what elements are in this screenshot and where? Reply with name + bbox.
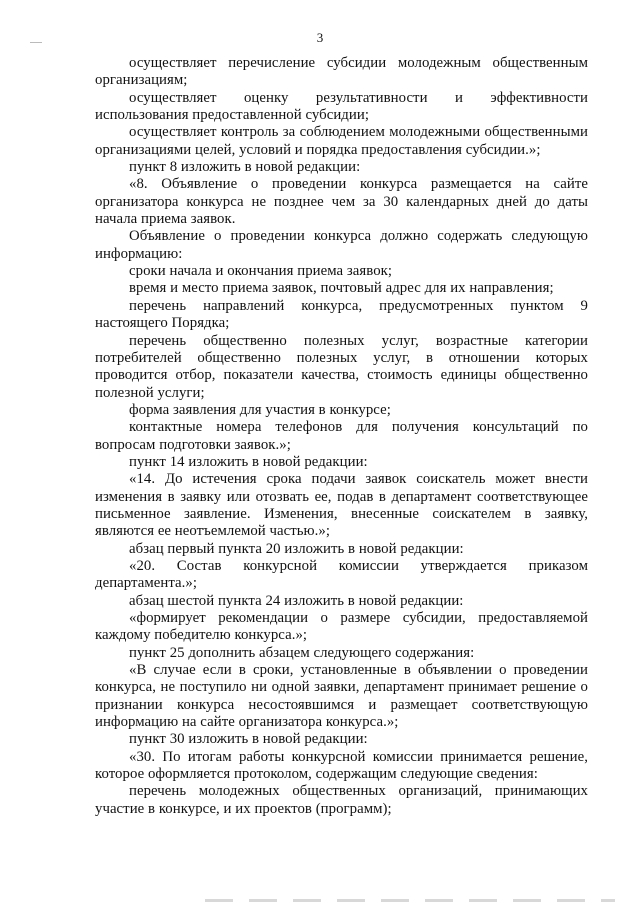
paragraph: перечень общественно полезных услуг, возрастные категории потребителей общественно полезных услуг, в отношении которых проводится отбор, показатели качества, стоимость единицы общественно полезной услуги;	[95, 332, 588, 401]
paragraph: время и место приема заявок, почтовый адрес для их направления;	[129, 280, 554, 297]
paragraph: абзац шестой пункта 24 изложить в новой редакции:	[129, 592, 464, 609]
paragraph: «формирует рекомендации о размере субсидии, предоставляемой каждому победителю конкурса.»;	[95, 610, 588, 644]
paragraph: осуществляет оценку результативности и эффективности использования предоставленной субсидии;	[95, 89, 588, 124]
paragraph: «8. Объявление о проведении конкурса размещается на сайте организатора конкурса не позднее чем за 30 календарных дней до даты начала приема заявок.	[95, 176, 588, 228]
paragraph: абзац первый пункта 20 изложить в новой редакции:	[129, 540, 464, 557]
scan-artifact	[205, 899, 615, 902]
paragraph: сроки начала и окончания приема заявок;	[129, 263, 393, 280]
page-number: 3	[316, 30, 324, 45]
paragraph: пункт 25 дополнить абзацем следующего содержания:	[129, 644, 475, 661]
document-body	[95, 55, 588, 818]
paragraph: «В случае если в сроки, установленные в объявлении о проведении конкурса, не поступило ни одной заявки, департамент принимает решение о признании конкурса несостоявшимся и размещает соответствующую информацию на сайте организатора конкурса.»;	[95, 662, 588, 731]
paragraph: пункт 14 изложить в новой редакции:	[129, 453, 368, 470]
paragraph: «20. Состав конкурсной комиссии утверждается приказом департамента.»;	[95, 557, 588, 592]
paragraph: осуществляет перечисление субсидии молодежным общественным организациям;	[95, 55, 588, 89]
paragraph: «30. По итогам работы конкурсной комиссии принимается решение, которое оформляется протоколом, содержащим следующие сведения:	[95, 748, 588, 783]
paragraph: перечень молодежных общественных организаций, принимающих участие в конкурсе, и их проектов (программ);	[95, 783, 588, 817]
paragraph: пункт 30 изложить в новой редакции:	[129, 731, 368, 748]
paragraph: «14. До истечения срока подачи заявок соискатель может внести изменения в заявку или отозвать ее, подав в департамент соответствующее письменное заявление. Изменения, внесенные соискателем в заявку, являются ее неотъемлемой частью.»;	[95, 471, 588, 540]
paragraph: форма заявления для участия в конкурсе;	[129, 401, 391, 418]
paragraph: Объявление о проведении конкурса должно содержать следующую информацию:	[95, 228, 588, 262]
paragraph: осуществляет контроль за соблюдением молодежными общественными организациями целей, условий и порядка предоставления субсидии.»;	[95, 124, 588, 158]
paragraph: контактные номера телефонов для получения консультаций по вопросам подготовки заявок.»;	[95, 419, 588, 453]
paragraph: перечень направлений конкурса, предусмотренных пунктом 9 настоящего Порядка;	[95, 297, 588, 332]
paragraph: пункт 8 изложить в новой редакции:	[129, 159, 361, 176]
margin-mark	[30, 42, 42, 43]
